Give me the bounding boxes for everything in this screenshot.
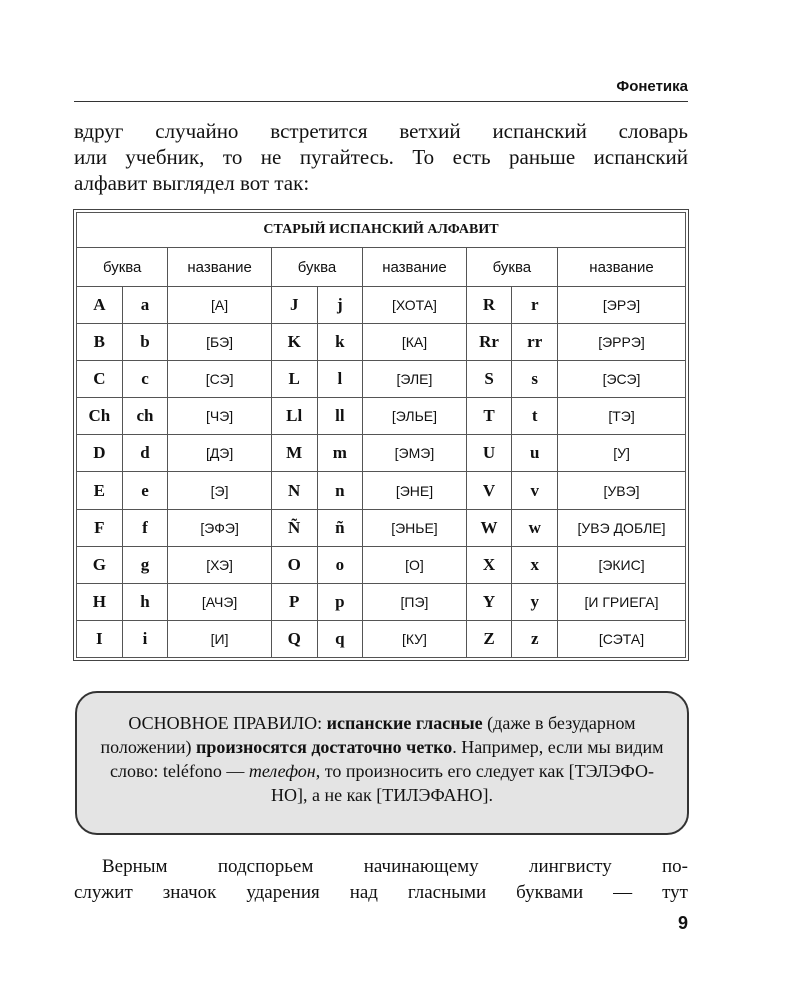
page-number: 9 [677, 913, 688, 933]
lowercase-letter-cell: x [512, 546, 558, 583]
letter-name-cell: [ЭМЭ] [363, 435, 467, 472]
uppercase-letter-cell: F [77, 509, 123, 546]
lowercase-letter-cell: e [122, 472, 168, 509]
lowercase-letter-cell: k [317, 324, 363, 361]
uppercase-letter-cell: X [466, 546, 512, 583]
lowercase-letter-cell: j [317, 287, 363, 324]
lowercase-letter-cell: d [122, 435, 168, 472]
old-spanish-alphabet-table [76, 212, 686, 658]
lowercase-letter-cell: ch [122, 398, 168, 435]
uppercase-letter-cell: V [466, 472, 512, 509]
letter-name-cell: [СЭТА] [558, 620, 686, 657]
lowercase-letter-cell: c [122, 361, 168, 398]
uppercase-letter-cell: J [271, 287, 317, 324]
lowercase-letter-cell: o [317, 546, 363, 583]
table-row [77, 361, 686, 398]
uppercase-letter-cell: E [77, 472, 123, 509]
letter-name-cell: [ЭНЬЕ] [363, 509, 467, 546]
letter-name-cell: [ЭФЭ] [168, 509, 272, 546]
uppercase-letter-cell: K [271, 324, 317, 361]
uppercase-letter-cell: B [77, 324, 123, 361]
table-row [77, 583, 686, 620]
letter-name-cell: [ХОТА] [363, 287, 467, 324]
table-row [77, 546, 686, 583]
rule-text: , то произносить его следует как [ТЭЛЭФО-НО], а не как [ТИЛЭФАНО]. [270, 761, 654, 805]
letter-name-cell: [И] [168, 620, 272, 657]
letter-name-cell: [ЭРЭ] [558, 287, 686, 324]
uppercase-letter-cell: Y [466, 583, 512, 620]
lowercase-letter-cell: f [122, 509, 168, 546]
intro-line: или учебник, то не пугайтесь. То есть раньше испанский [74, 145, 688, 169]
uppercase-letter-cell: M [271, 435, 317, 472]
table-title: СТАРЫЙ ИСПАНСКИЙ АЛФАВИТ [77, 213, 686, 248]
uppercase-letter-cell: T [466, 398, 512, 435]
uppercase-letter-cell: N [271, 472, 317, 509]
letter-name-cell: [АЧЭ] [168, 583, 272, 620]
uppercase-letter-cell: W [466, 509, 512, 546]
letter-name-cell: [КУ] [363, 620, 467, 657]
letter-name-cell: [ДЭ] [168, 435, 272, 472]
uppercase-letter-cell: L [271, 361, 317, 398]
rule-bold-pronounced: произносятся достаточно четко [195, 737, 453, 757]
letter-name-cell: [Э] [168, 472, 272, 509]
letter-name-cell: [ЭНЕ] [363, 472, 467, 509]
uppercase-letter-cell: R [466, 287, 512, 324]
uppercase-letter-cell: O [271, 546, 317, 583]
letter-name-cell: [УВЭ ДОБЛЕ] [558, 509, 686, 546]
lowercase-letter-cell: w [512, 509, 558, 546]
table-row [77, 398, 686, 435]
outro-line: Верным подспорьем начинающему лингвисту по- [102, 856, 688, 877]
column-header-name: название [558, 248, 686, 287]
lowercase-letter-cell: b [122, 324, 168, 361]
alphabet-table-frame [73, 209, 689, 661]
lowercase-letter-cell: p [317, 583, 363, 620]
uppercase-letter-cell: H [77, 583, 123, 620]
letter-name-cell: [СЭ] [168, 361, 272, 398]
running-head: Фонетика [616, 78, 688, 95]
column-header-name: название [168, 248, 272, 287]
lowercase-letter-cell: q [317, 620, 363, 657]
uppercase-letter-cell: P [271, 583, 317, 620]
letter-name-cell: [ЭКИС] [558, 546, 686, 583]
main-rule-box: ОСНОВНОЕ ПРАВИЛО: испанские гласные (даже в безударном положении) произносятся достаточно четко. Например, если мы видим слово: teléfono — телефон, то произносить его следует как [ТЭЛЭФО-НО], а не как [ТИЛЭФАНО]. [75, 691, 689, 835]
lowercase-letter-cell: g [122, 546, 168, 583]
intro-line: алфавит выглядел вот так: [74, 171, 310, 195]
uppercase-letter-cell: D [77, 435, 123, 472]
letter-name-cell: [ХЭ] [168, 546, 272, 583]
rule-bold-vowels: испанские гласные [326, 713, 483, 733]
letter-name-cell: [КА] [363, 324, 467, 361]
outro-line: служит значок ударения над гласными буквами — тут [74, 882, 688, 903]
letter-name-cell: [ПЭ] [363, 583, 467, 620]
letter-name-cell: [У] [558, 435, 686, 472]
lowercase-letter-cell: m [317, 435, 363, 472]
uppercase-letter-cell: Ñ [271, 509, 317, 546]
lowercase-letter-cell: v [512, 472, 558, 509]
intro-line: вдруг случайно встретится ветхий испанский словарь [74, 119, 688, 143]
lowercase-letter-cell: u [512, 435, 558, 472]
lowercase-letter-cell: l [317, 361, 363, 398]
lowercase-letter-cell: i [122, 620, 168, 657]
letter-name-cell: [ЭСЭ] [558, 361, 686, 398]
uppercase-letter-cell: I [77, 620, 123, 657]
lowercase-letter-cell: rr [512, 324, 558, 361]
rule-label: ОСНОВНОЕ ПРАВИЛО [128, 713, 318, 733]
intro-paragraph [74, 118, 688, 196]
column-header-letter: буква [466, 248, 557, 287]
letter-name-cell: [ТЭ] [558, 398, 686, 435]
lowercase-letter-cell: ñ [317, 509, 363, 546]
uppercase-letter-cell: Z [466, 620, 512, 657]
table-row [77, 620, 686, 657]
letter-name-cell: [ЧЭ] [168, 398, 272, 435]
lowercase-letter-cell: ll [317, 398, 363, 435]
table-row [77, 324, 686, 361]
table-body [77, 287, 686, 658]
lowercase-letter-cell: r [512, 287, 558, 324]
lowercase-letter-cell: t [512, 398, 558, 435]
table-row [77, 472, 686, 509]
letter-name-cell: [БЭ] [168, 324, 272, 361]
letter-name-cell: [ЭРРЭ] [558, 324, 686, 361]
letter-name-cell: [И ГРИЕГА] [558, 583, 686, 620]
lowercase-letter-cell: z [512, 620, 558, 657]
uppercase-letter-cell: Ll [271, 398, 317, 435]
uppercase-letter-cell: G [77, 546, 123, 583]
letter-name-cell: [А] [168, 287, 272, 324]
header-rule [74, 101, 688, 102]
column-header-letter: буква [77, 248, 168, 287]
lowercase-letter-cell: a [122, 287, 168, 324]
uppercase-letter-cell: A [77, 287, 123, 324]
lowercase-letter-cell: h [122, 583, 168, 620]
column-header-letter: буква [271, 248, 362, 287]
lowercase-letter-cell: n [317, 472, 363, 509]
uppercase-letter-cell: C [77, 361, 123, 398]
lowercase-letter-cell: s [512, 361, 558, 398]
outro-paragraph [74, 854, 688, 906]
table-row [77, 287, 686, 324]
uppercase-letter-cell: Ch [77, 398, 123, 435]
rule-italic-word: телефон [248, 761, 316, 781]
table-row [77, 509, 686, 546]
uppercase-letter-cell: U [466, 435, 512, 472]
uppercase-letter-cell: Rr [466, 324, 512, 361]
table-row [77, 435, 686, 472]
letter-name-cell: [О] [363, 546, 467, 583]
rule-text: . Например, если мы видим слово: teléfono — [110, 737, 664, 781]
rule-text: (даже в безударном положении) [100, 713, 636, 757]
lowercase-letter-cell: y [512, 583, 558, 620]
uppercase-letter-cell: S [466, 361, 512, 398]
letter-name-cell: [УВЭ] [558, 472, 686, 509]
letter-name-cell: [ЭЛЬЕ] [363, 398, 467, 435]
letter-name-cell: [ЭЛЕ] [363, 361, 467, 398]
column-header-name: название [363, 248, 467, 287]
uppercase-letter-cell: Q [271, 620, 317, 657]
